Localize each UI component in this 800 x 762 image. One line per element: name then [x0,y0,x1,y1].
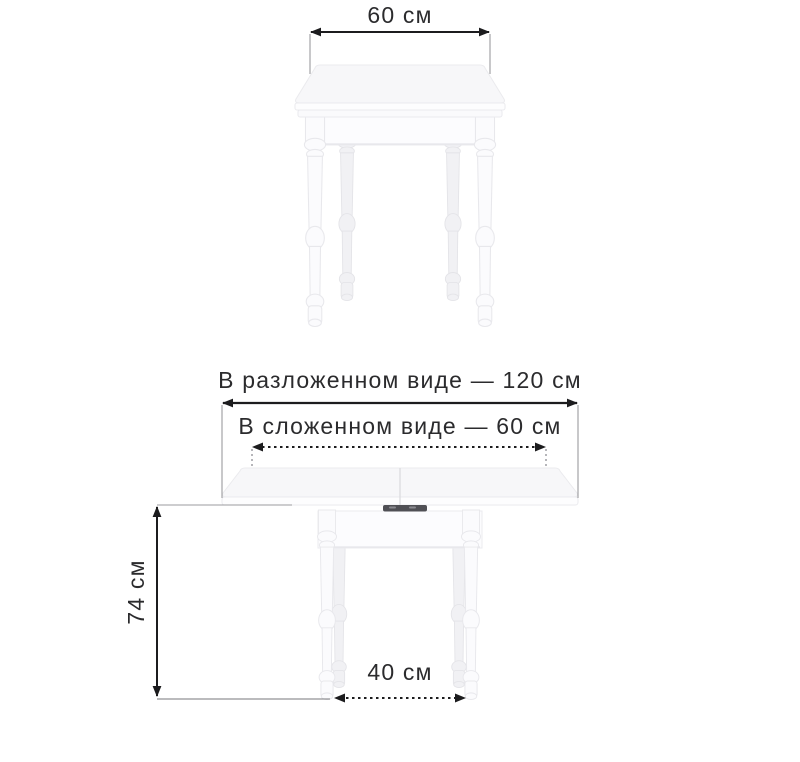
label-base-40: 40 см [367,659,433,685]
folded-table-apron [312,117,488,145]
label-width-60: 60 см [367,2,433,28]
folded-table-top [295,65,505,117]
label-height-74: 74 см [123,559,149,625]
folded-table-front-legs [304,115,495,326]
unfolded-table-apron [318,511,482,548]
label-folded-60: В сложенном виде — 60 см [238,413,562,439]
label-unfolded-120: В разложенном виде — 120 см [218,367,582,393]
hinge-icon [383,505,427,512]
unfolded-table-top [222,468,578,505]
folded-table-illustration [288,60,512,335]
